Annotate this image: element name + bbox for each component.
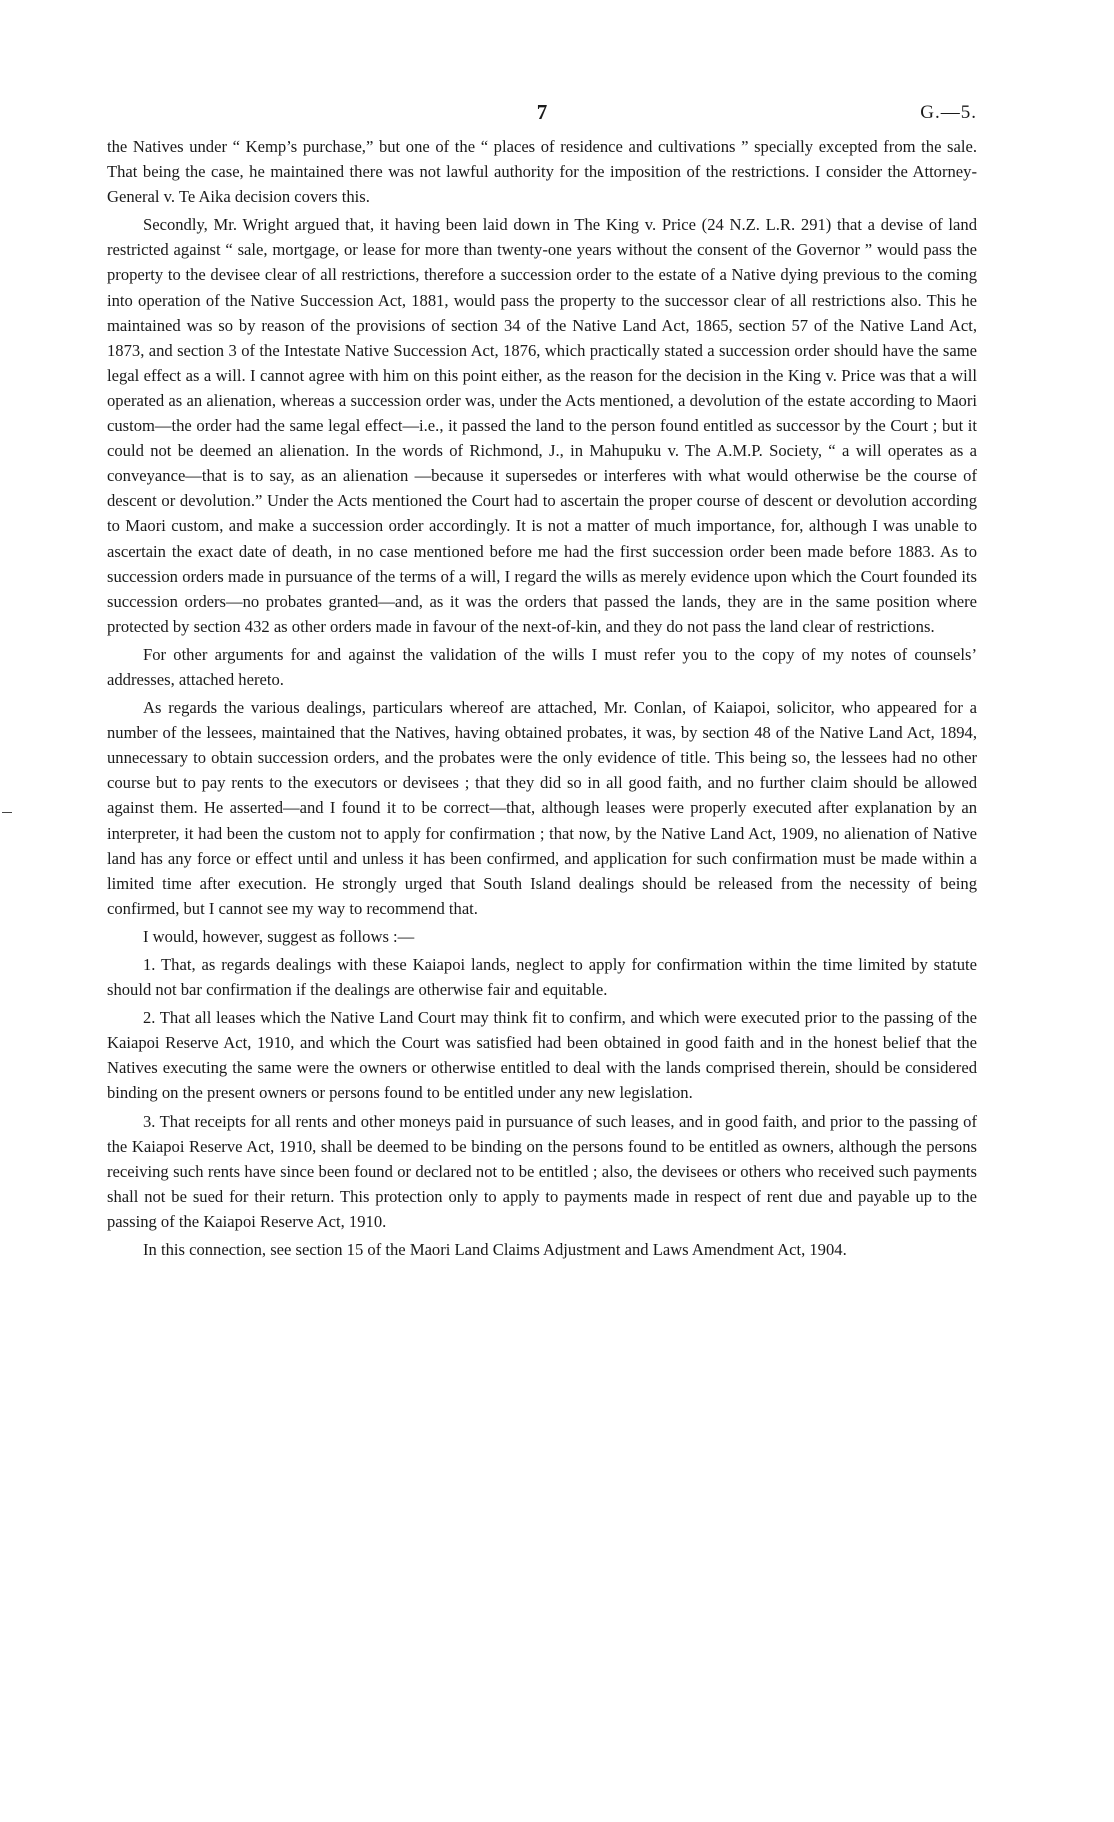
paper-reference: G.—5. <box>920 102 977 123</box>
paragraph-connection: In this connection, see section 15 of the Maori Land Claims Adjustment and Laws Amendment Act, 1904. <box>143 1240 847 1260</box>
page-header <box>107 100 977 134</box>
document-page <box>107 100 977 1265</box>
document-body <box>107 134 977 1262</box>
paragraph-continued: the Natives under “ Kemp’s purchase,” but one of the “ places of residence and cultivations ” specially excepted from the sale. That being the case, he maintained there was not lawful authority for the imposition of the restrictions. I consider the Attorney-General v. Te Aika decision covers this. <box>107 137 977 207</box>
paragraph-suggestion-3: 3. That receipts for all rents and other moneys paid in pursuance of such leases, and in good faith, and prior to the passing of the Kaiapoi Reserve Act, 1910, shall be deemed to be binding on the persons found to be entitled as owners, although the persons receiving such rents have since been found or declared not to be entitled ; also, the devisees or others who received such payments shall not be sued for their return. This protection only to apply to payments made in respect of rent due and payable up to the passing of the Kaiapoi Reserve Act, 1910. <box>107 1111 977 1231</box>
page-number: 7 <box>536 100 548 124</box>
paragraph-suggest: I would, however, suggest as follows :— <box>143 926 415 946</box>
paragraph-suggestion-1: 1. That, as regards dealings with these Kaiapoi lands, neglect to apply for confirmation within the time limited by statute should not bar confirmation if the dealings are otherwise fair and equitable. <box>107 955 977 1000</box>
margin-mark <box>2 812 12 813</box>
paragraph-secondly: Secondly, Mr. Wright argued that, it having been laid down in The King v. Price (24 N.Z. L.R. 291) that a devise of land restricted against “ sale, mortgage, or lease for more than twenty-one years without the consent of the Governor ” would pass the property to the devisee clear of all restrictions, therefore a succession order to the estate of a Native dying previous to the coming into operation of the Native Succession Act, 1881, would pass the property to the successor clear of all restrictions also. This he maintained was so by reason of the provisions of section 34 of the Native Land Act, 1865, section 57 of the Native Land Act, 1873, and section 3 of the Intestate Native Succession Act, 1876, which practically stated a succession order should have the same legal effect as a will. I cannot agree with him on this point either, as the reason for the decision in the King v. Price was that a will operated as an alienation, whereas a succession order was, under the Acts mentioned, a devolution of the estate according to Maori custom—the order had the same legal effect—i.e., it passed the land to the person found entitled as successor by the Court ; but it could not be deemed an alienation. In the words of Richmond, J., in Mahupuku v. The A.M.P. Society, “ a will operates as a conveyance—that is to say, as an alienation —because it supersedes or interferes with what would otherwise be the course of descent or devolution.” Under the Acts mentioned the Court had to ascertain the proper course of descent or devolution according to Maori custom, and make a succession order accordingly. It is not a matter of much importance, for, although I was unable to ascertain the exact date of death, in no case mentioned before me had the first succession order been made before 1883. As to succession orders made in pursuance of the terms of a will, I regard the wills as merely evidence upon which the Court founded its succession orders—no probates granted—and, as it was the orders that passed the lands, they are in the same position where protected by section 432 as other orders made in favour of the next-of-kin, and they do not pass the land clear of restrictions. <box>107 215 977 636</box>
paragraph-suggestion-2: 2. That all leases which the Native Land Court may think fit to confirm, and which were executed prior to the passing of the Kaiapoi Reserve Act, 1910, and which the Court was satisfied had been obtained in good faith and in the honest belief that the Natives executing the same were the owners or otherwise entitled to deal with the lands comprised therein, should be considered binding on the present owners or persons found to be entitled under any new legislation. <box>107 1008 977 1103</box>
paragraph-other-arguments: For other arguments for and against the validation of the wills I must refer you to the copy of my notes of counsels’ addresses, attached hereto. <box>107 644 977 689</box>
paragraph-dealings: As regards the various dealings, particulars whereof are attached, Mr. Conlan, of Kaiapoi, solicitor, who appeared for a number of the lessees, maintained that the Natives, having obtained probates, it was, by section 48 of the Native Land Act, 1894, unnecessary to obtain succession orders, and the probates were the only evidence of title. This being so, the lessees had no other course but to pay rents to the executors or devisees ; that they did so in all good faith, and no further claim should be allowed against them. He asserted—and I found it to be correct—that, although leases were properly executed after explanation by an interpreter, it had been the custom not to apply for confirmation ; that now, by the Native Land Act, 1909, no alienation of Native land has any force or effect until and unless it has been confirmed, and application for such confirmation must be made within a limited time after execution. He strongly urged that South Island dealings should be released from the necessity of being confirmed, but I cannot see my way to recommend that. <box>107 698 977 918</box>
